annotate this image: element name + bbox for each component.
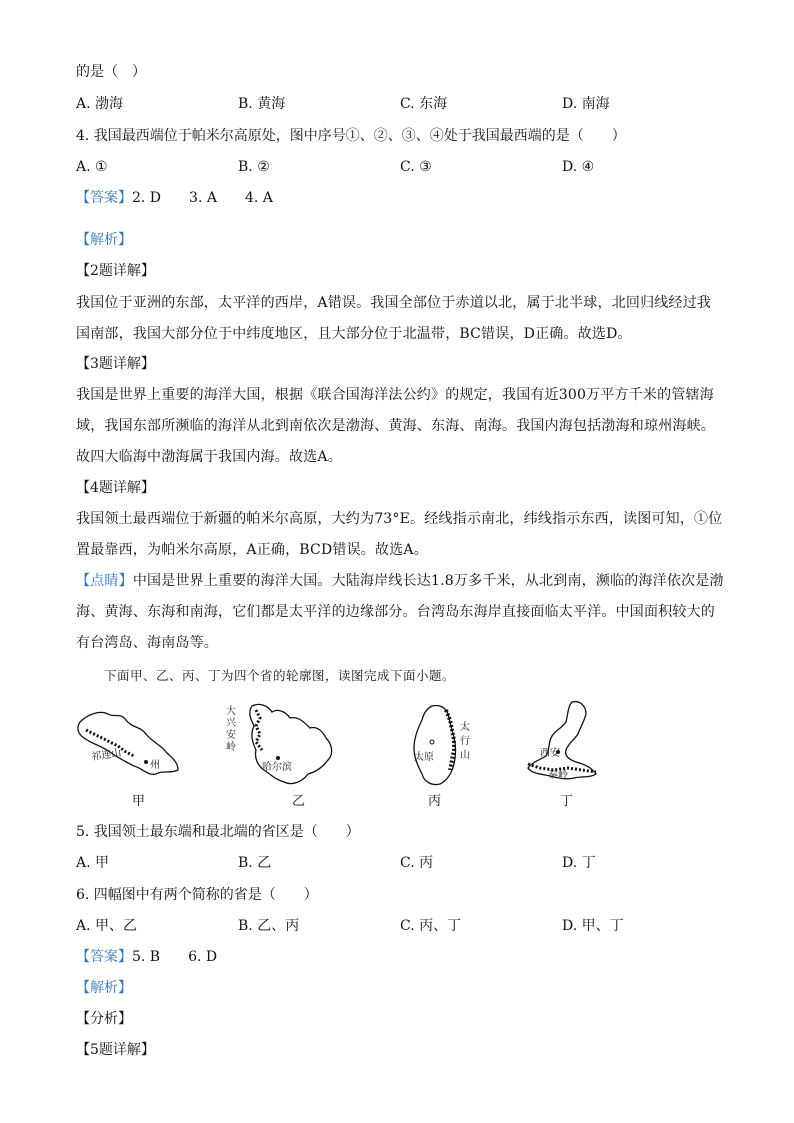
q6-option-b: B. 乙、丙 [238,918,300,934]
map-ding-label: 丁 [560,794,574,809]
answer-text: 2. D 3. A 4. A [132,190,273,206]
question-6-stem: 6. 四幅图中有两个简称的省是（ ） [76,887,318,903]
q3-option-a: A. 渤海 [76,96,124,112]
map-jia-label: 甲 [132,794,146,809]
q6-option-c: C. 丙、丁 [400,918,462,934]
question-3-tail: 的是（ ） [76,64,146,80]
answer2-label: 【答案】 [76,949,132,965]
analysis2-label: 【解析】 [76,980,132,996]
map-yi-text1: 大 [226,706,236,717]
fenxi-label: 【分析】 [76,1011,132,1027]
map-jia-text1: 祁连山 [90,747,123,763]
q2-detail-label: 【2题详解】 [76,263,155,279]
map-yi-label: 乙 [292,794,306,809]
q4-detail-text: 我国领土最西端位于新疆的帕米尔高原，大约为73°E。经线指示南北，纬线指示东西，读图可知，①位置最靠西，为帕米尔高原，A正确，BCD错误。故选A。 [76,511,723,558]
map-ding-text2: 秦岭 [548,770,568,781]
q5-option-c: C. 丙 [400,855,434,871]
question-5-stem: 5. 我国领土最东端和最北端的省区是（ ） [76,824,360,840]
q3-option-b: B. 黄海 [238,96,286,112]
q4-detail-label: 【4题详解】 [76,480,155,496]
map-ding-text1: 西安 [540,748,560,759]
analysis-label: 【解析】 [76,232,132,248]
q6-option-a: A. 甲、乙 [76,918,138,934]
answer-line-2 [76,947,217,967]
dianjing-text: 中国是世界上重要的海洋大国。大陆海岸线长达1.8万多千米，从北到南，濒临的海洋依次是渤海、黄海、东海和南海，它们都是太平洋的边缘部分。台湾岛东海岸直接面临太平洋。中国面积较大的有台湾岛、海南岛等。 [76,573,724,651]
q5-detail-label: 【5题详解】 [76,1042,155,1058]
q4-option-d: D. ④ [562,159,595,175]
q5-option-b: B. 乙 [238,855,272,871]
map-bing-text3: 行 [460,736,470,747]
q5-option-d: D. 丁 [562,855,596,871]
q3-detail-text: 我国是世界上重要的海洋大国，根据《联合国海洋法公约》的规定，我国有近300万平方千米的管辖海域，我国东部所濒临的海洋从北到南依次是渤海、黄海、东海、南海。我国内海包括渤海和琼州海峡。故四大临海中渤海属于我国内海。故选A。 [76,387,715,465]
map-jia-text2: 州 [150,760,160,771]
map-yi-text4: 岭 [226,742,236,753]
q5-option-a: A. 甲 [76,855,110,871]
map-ding [520,698,610,790]
map-bing-text4: 山 [460,750,470,761]
answer2-text: 5. B 6. D [132,949,218,965]
dianjing-label: 【点睛】 [76,573,133,589]
map-yi-text5: 哈尔滨 [262,762,292,773]
q2-detail-text: 我国位于亚洲的东部，太平洋的西岸，A错误。我国全部位于赤道以北，属于北半球，北回归线经过我国南部，我国大部分位于中纬度地区，且大部分位于北温带，BC错误，D正确。故选D。 [76,295,712,342]
answer-label: 【答案】 [76,190,132,206]
q4-option-c: C. ③ [400,159,432,175]
q4-option-b: B. ② [238,159,270,175]
map-yi [222,700,342,792]
map-jia [74,700,184,780]
q4-option-a: A. ① [76,159,108,175]
q3-detail-label: 【3题详解】 [76,356,155,372]
q6-option-d: D. 甲、丁 [562,918,624,934]
map-bing-text2: 太 [460,722,470,733]
map-bing-label: 丙 [428,794,442,809]
q3-option-d: D. 南海 [562,96,610,112]
map-yi-text3: 安 [226,730,236,741]
map-bing [402,700,482,790]
q3-option-c: C. 东海 [400,96,448,112]
map-yi-text2: 兴 [226,718,236,729]
figure-caption: 下面甲、乙、丙、丁为四个省的轮廓图，读图完成下面小题。 [104,668,456,683]
dianjing-block [76,566,724,659]
map-bing-text1: 太原 [414,752,434,763]
question-4-stem: 4. 我国最西端位于帕米尔高原处，图中序号①、②、③、④处于我国最西端的是（ ） [76,128,626,144]
answer-line-1 [76,188,273,208]
